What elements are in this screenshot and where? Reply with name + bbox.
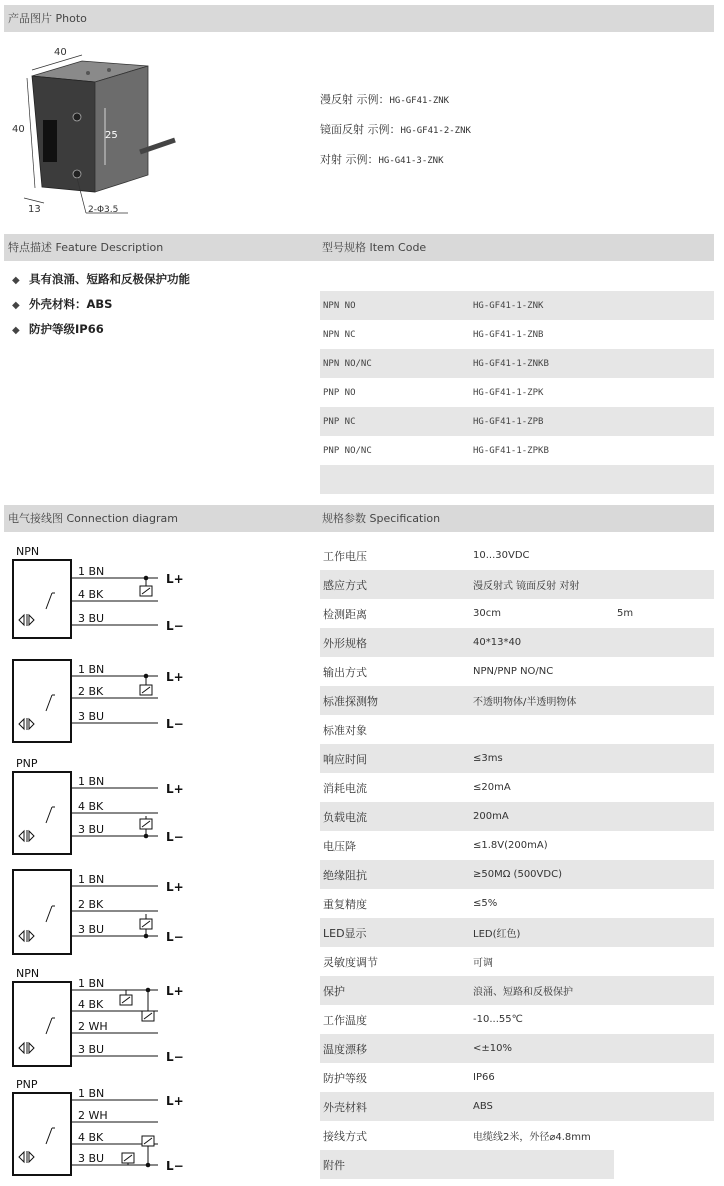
table-row: PNP NO/NC HG-GF41-1-ZPKB <box>323 445 549 456</box>
spec-value: 浪涌、短路和反极保护 <box>470 976 614 1005</box>
spec-value: 30cm <box>473 608 501 619</box>
spec-extra <box>614 1034 714 1063</box>
wire-label: 3 BU <box>78 1043 105 1056</box>
spec-extra <box>614 860 714 889</box>
table-row: NPN NO/NC HG-GF41-1-ZNKB <box>320 349 714 378</box>
product-drawing <box>10 40 180 225</box>
spec-value: ≤5% <box>473 898 498 909</box>
table-row: NPN NC HG-GF41-1-ZNB <box>323 329 544 340</box>
wire-label: 2 BK <box>78 685 104 698</box>
spec-extra <box>614 1150 714 1179</box>
spec-table <box>320 541 714 1179</box>
wire-label: 3 BU <box>78 1152 105 1165</box>
table-row <box>320 1034 714 1063</box>
spec-value: -10...55℃ <box>473 1014 523 1025</box>
table-row <box>320 628 714 657</box>
spec-name: 消耗电流 <box>323 781 367 795</box>
sensor-body <box>13 1093 71 1175</box>
table-row <box>320 465 714 494</box>
spec-value <box>470 1150 614 1179</box>
wire-label: 1 BN <box>78 1087 105 1100</box>
spec-section-header: 规格参数 Specification <box>318 505 714 532</box>
item-code-table <box>320 291 714 494</box>
l-minus-label: L− <box>166 619 184 633</box>
spec-value: 10...30VDC <box>473 550 530 561</box>
spec-extra <box>614 889 714 918</box>
table-row <box>320 976 714 1005</box>
l-minus-label: L− <box>166 930 184 944</box>
spec-extra <box>614 541 714 570</box>
wire-label: 3 BU <box>78 710 105 723</box>
table-row <box>320 831 714 860</box>
photo-section-header: 产品图片 Photo <box>4 5 714 32</box>
wire-label: 3 BU <box>78 612 105 625</box>
junction-dot <box>146 988 151 993</box>
wire-label: 3 BU <box>78 923 105 936</box>
wire-label: 4 BK <box>78 800 104 813</box>
spec-name: 工作温度 <box>323 1013 367 1027</box>
l-plus-label: L+ <box>166 984 184 998</box>
spec-name: 防护等级 <box>323 1071 367 1085</box>
dim-depth: 13 <box>28 204 41 215</box>
sensor-body <box>13 772 71 854</box>
spec-value: ≤1.8V(200mA) <box>473 840 548 851</box>
table-row <box>320 657 714 686</box>
spec-name: 附件 <box>320 1150 470 1179</box>
wire-label: 1 BN <box>78 663 105 676</box>
l-minus-label: L− <box>166 1050 184 1064</box>
wire-label: 3 BU <box>78 823 105 836</box>
feature-item: ◆ 具有浪涌、短路和反极保护功能 <box>12 272 190 286</box>
spec-value: ≤20mA <box>473 782 511 793</box>
wire-label: 2 WH <box>78 1109 108 1122</box>
spec-name: 接线方式 <box>323 1129 367 1143</box>
table-row <box>320 802 714 831</box>
spec-value: 200mA <box>470 802 614 831</box>
spec-name: 工作电压 <box>323 549 367 563</box>
spec-extra <box>614 831 714 860</box>
table-row <box>320 715 714 744</box>
table-row <box>320 889 714 918</box>
spec-extra <box>614 570 714 599</box>
diamond-bullet-icon: ◆ <box>12 300 20 311</box>
spec-value: ≥50MΩ (500VDC) <box>470 860 614 889</box>
wire-label: 1 BN <box>78 977 105 990</box>
spec-value: 电缆线2米，外径⌀4.8mm <box>473 1132 591 1143</box>
junction-dot <box>144 674 149 679</box>
spec-value: ≤3ms <box>470 744 614 773</box>
junction-dot <box>144 834 149 839</box>
spec-value: NPN/PNP NO/NC <box>473 666 554 677</box>
spec-extra <box>614 715 714 744</box>
spec-value: 不透明物体/半透明物体 <box>470 686 614 715</box>
dim-hole: 2-Φ3.5 <box>88 205 119 215</box>
spec-value: LED(红色) <box>470 918 614 947</box>
spec-name: 外形规格 <box>320 628 470 657</box>
sensor-body <box>13 560 71 638</box>
feature-section-header: 特点描述 Feature Description <box>4 234 318 261</box>
wire-label: 4 BK <box>78 1131 104 1144</box>
diagram-title: NPN <box>16 967 40 980</box>
example-2: 镜面反射 示例：HG-GF41-2-ZNK <box>320 123 471 136</box>
l-plus-label: L+ <box>166 782 184 796</box>
spec-name: 温度漂移 <box>320 1034 470 1063</box>
spec-name: 检测距离 <box>323 607 367 621</box>
l-minus-label: L− <box>166 1159 184 1173</box>
diamond-bullet-icon: ◆ <box>12 275 20 286</box>
spec-extra <box>614 686 714 715</box>
spec-extra <box>614 1063 714 1092</box>
table-row <box>320 1063 714 1092</box>
spec-value: <±10% <box>470 1034 614 1063</box>
table-row: PNP NO HG-GF41-1-ZPK <box>323 387 544 398</box>
spec-extra <box>614 1092 714 1121</box>
junction-dot <box>146 1163 151 1168</box>
dim-height: 40 <box>12 124 25 135</box>
spec-extra <box>614 976 714 1005</box>
spec-name: 保护 <box>320 976 470 1005</box>
wire-label: 2 WH <box>78 1020 108 1033</box>
spec-extra <box>614 628 714 657</box>
feature-item: ◆ 防护等级IP66 <box>12 322 104 336</box>
spec-name: 标准探测物 <box>320 686 470 715</box>
example-3: 对射 示例：HG-G41-3-ZNK <box>320 153 444 166</box>
spec-name: 标准对象 <box>323 723 367 737</box>
spec-name: 输出方式 <box>323 665 367 679</box>
table-row <box>320 541 714 570</box>
wire-label: 1 BN <box>78 565 105 578</box>
wire-label: 4 BK <box>78 998 104 1011</box>
sensor-body <box>13 660 71 742</box>
table-row: NPN NO HG-GF41-1-ZNK <box>320 291 714 320</box>
sensor-body <box>13 870 71 954</box>
table-row <box>320 860 714 889</box>
table-row <box>320 918 714 947</box>
table-row <box>320 744 714 773</box>
diagram-title: PNP <box>16 1078 38 1091</box>
spec-name: LED显示 <box>320 918 470 947</box>
spec-extra <box>614 802 714 831</box>
spec-name: 响应时间 <box>320 744 470 773</box>
spec-extra <box>614 773 714 802</box>
junction-dot <box>144 934 149 939</box>
wire-label: 2 BK <box>78 898 104 911</box>
spec-extra <box>614 657 714 686</box>
wire-label: 1 BN <box>78 775 105 788</box>
spec-extra <box>614 1005 714 1034</box>
sensor-body <box>13 982 71 1066</box>
l-plus-label: L+ <box>166 670 184 684</box>
diagram-title: NPN <box>16 545 40 558</box>
table-row <box>320 1150 714 1179</box>
table-row <box>320 773 714 802</box>
wire-label: 4 BK <box>78 588 104 601</box>
table-row <box>320 1005 714 1034</box>
l-plus-label: L+ <box>166 1094 184 1108</box>
spec-name: 绝缘阻抗 <box>320 860 470 889</box>
table-row: PNP NC HG-GF41-1-ZPB <box>320 407 714 436</box>
spec-value: 漫反射式 镜面反射 对射 <box>470 570 614 599</box>
spec-extra <box>614 947 714 976</box>
table-row <box>320 947 714 976</box>
spec-extra <box>614 918 714 947</box>
table-row <box>320 599 714 628</box>
spec-name: 电压降 <box>323 839 356 853</box>
l-minus-label: L− <box>166 717 184 731</box>
spec-name: 外壳材料 <box>320 1092 470 1121</box>
table-row <box>320 1092 714 1121</box>
spec-value: 可调 <box>473 958 493 969</box>
spec-name: 感应方式 <box>320 570 470 599</box>
diamond-bullet-icon: ◆ <box>12 325 20 336</box>
feature-item: ◆ 外壳材料：ABS <box>12 297 113 311</box>
table-row <box>320 1121 714 1150</box>
junction-dot <box>144 576 149 581</box>
table-row <box>320 686 714 715</box>
spec-extra <box>614 1121 714 1150</box>
spec-name: 负载电流 <box>320 802 470 831</box>
dim-width: 40 <box>54 47 67 58</box>
spec-name: 灵敏度调节 <box>323 955 378 969</box>
l-minus-label: L− <box>166 830 184 844</box>
spec-value: 40*13*40 <box>470 628 614 657</box>
wire-label: 1 BN <box>78 873 105 886</box>
spec-name: 重复精度 <box>323 897 367 911</box>
connection-section-header: 电气接线图 Connection diagram <box>4 505 318 532</box>
spec-extra: 5m <box>617 608 634 619</box>
spec-value: ABS <box>470 1092 614 1121</box>
code-section-header: 型号规格 Item Code <box>318 234 714 261</box>
l-plus-label: L+ <box>166 880 184 894</box>
diagram-title: PNP <box>16 757 38 770</box>
spec-extra <box>614 744 714 773</box>
spec-value <box>470 715 614 744</box>
table-row <box>320 570 714 599</box>
example-1: 漫反射 示例：HG-GF41-ZNK <box>320 93 450 106</box>
dim-second-height: 25 <box>105 130 118 141</box>
connection-diagrams <box>8 538 198 1178</box>
l-plus-label: L+ <box>166 572 184 586</box>
spec-value: IP66 <box>473 1072 495 1083</box>
